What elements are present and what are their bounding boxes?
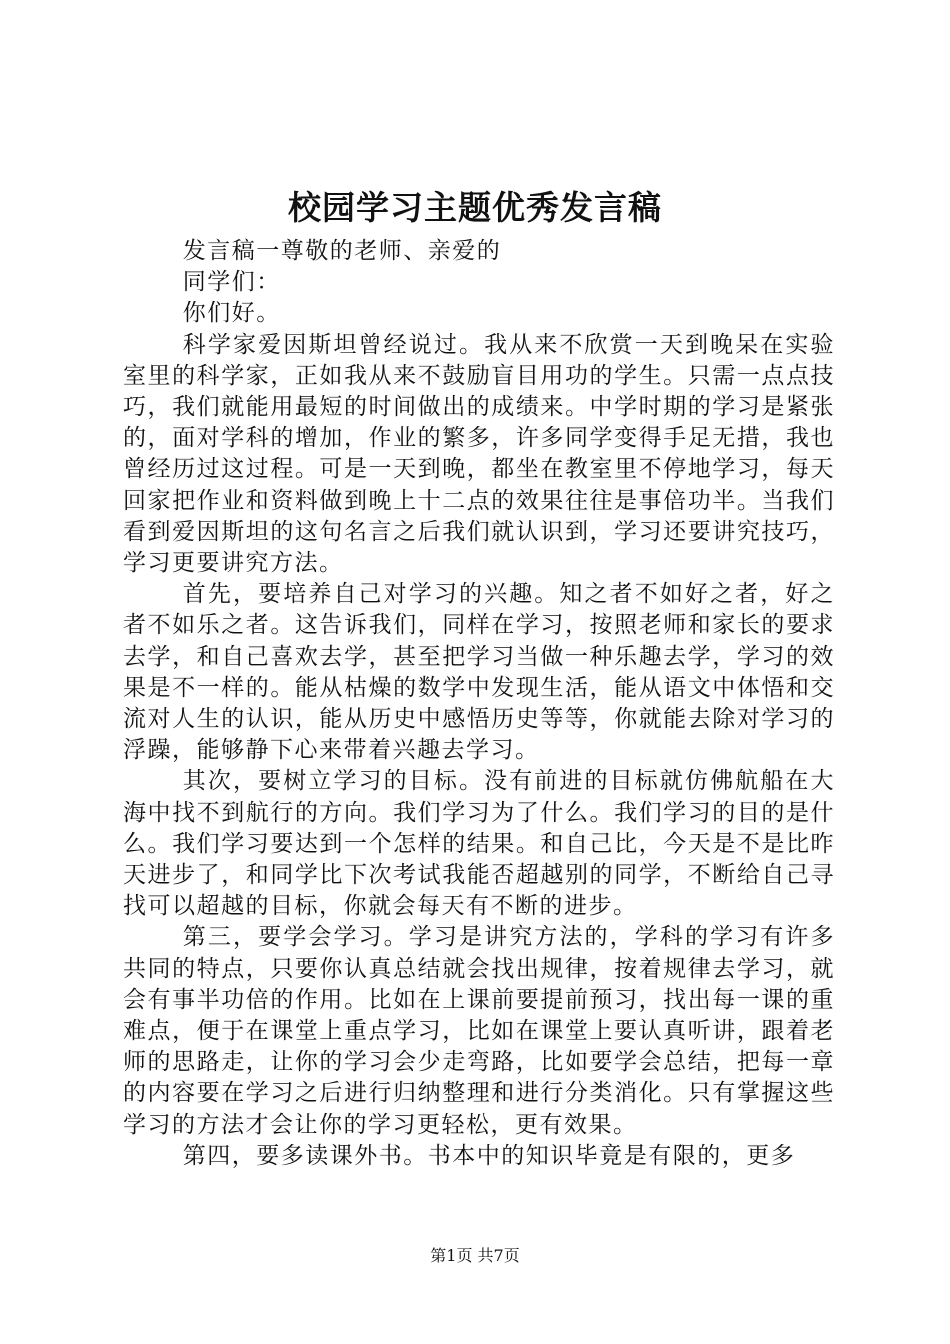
paragraph-method: 第三，要学会学习。学习是讲究方法的，学科的学习有许多共同的特点，只要你认真总结就会找出规律，按着规律去学习，就会有事半功倍的作用。比如在上课前要提前预习，找出每一课的重难点，便于在课堂上重点学习，比如在课堂上要认真听讲，跟着老师的思路走，让你的学习会少走弯路，比如要学会总结，把每一章的内容要在学习之后进行归纳整理和进行分类消化。只有掌握这些学习的方法才会让你的学习更轻松，更有效果。 bbox=[123, 924, 835, 1138]
paragraph-interest: 首先，要培养自己对学习的兴趣。知之者不如好之者，好之者不如乐之者。这告诉我们，同样在学习，按照老师和家长的要求去学，和自己喜欢去学，甚至把学习当做一种乐趣去学，学习的效果是不一样的。能从枯燥的数学中发现生活，能从语文中体悟和交流对人生的认识，能从历史中感悟历史等等，你就能去除对学习的浮躁，能够静下心来带着兴趣去学习。 bbox=[123, 581, 835, 764]
page-number: 第1页 共7页 bbox=[430, 1246, 520, 1265]
greeting-line-3: 你们好。 bbox=[182, 300, 281, 327]
document-title: 校园学习主题优秀发言稿 bbox=[288, 188, 662, 227]
greeting-line-1: 发言稿一尊敬的老师、亲爱的 bbox=[182, 238, 502, 264]
paragraph-intro: 科学家爱因斯坦曾经说过。我从来不欣赏一天到晚呆在实验室里的科学家，正如我从来不鼓励盲目用功的学生。只需一点点技巧，我们就能用最短的时间做出的成绩来。中学时期的学习是紧张的，面对学科的增加，作业的繁多，许多同学变得手足无措，我也曾经历过这过程。可是一天到晚，都坐在教室里不停地学习，每天回家把作业和资料做到晚上十二点的效果往往是事倍功半。当我们看到爱因斯坦的这句名言之后我们就认识到，学习还要讲究技巧，学习更要讲究方法。 bbox=[123, 331, 835, 577]
paragraph-goal: 其次，要树立学习的目标。没有前进的目标就仿佛航船在大海中找不到航行的方向。我们学习为了什么。我们学习的目的是什么。我们学习要达到一个怎样的结果。和自己比，今天是不是比昨天进步了，和同学比下次考试我能否超越别的同学，不断给自己寻找可以超越的目标，你就会每天有不断的进步。 bbox=[123, 768, 835, 920]
paragraph-reading: 第四，要多读课外书。书本中的知识毕竟是有限的，更多 bbox=[182, 1142, 796, 1169]
greeting-line-2: 同学们： bbox=[182, 269, 281, 296]
document-body bbox=[123, 236, 835, 1172]
